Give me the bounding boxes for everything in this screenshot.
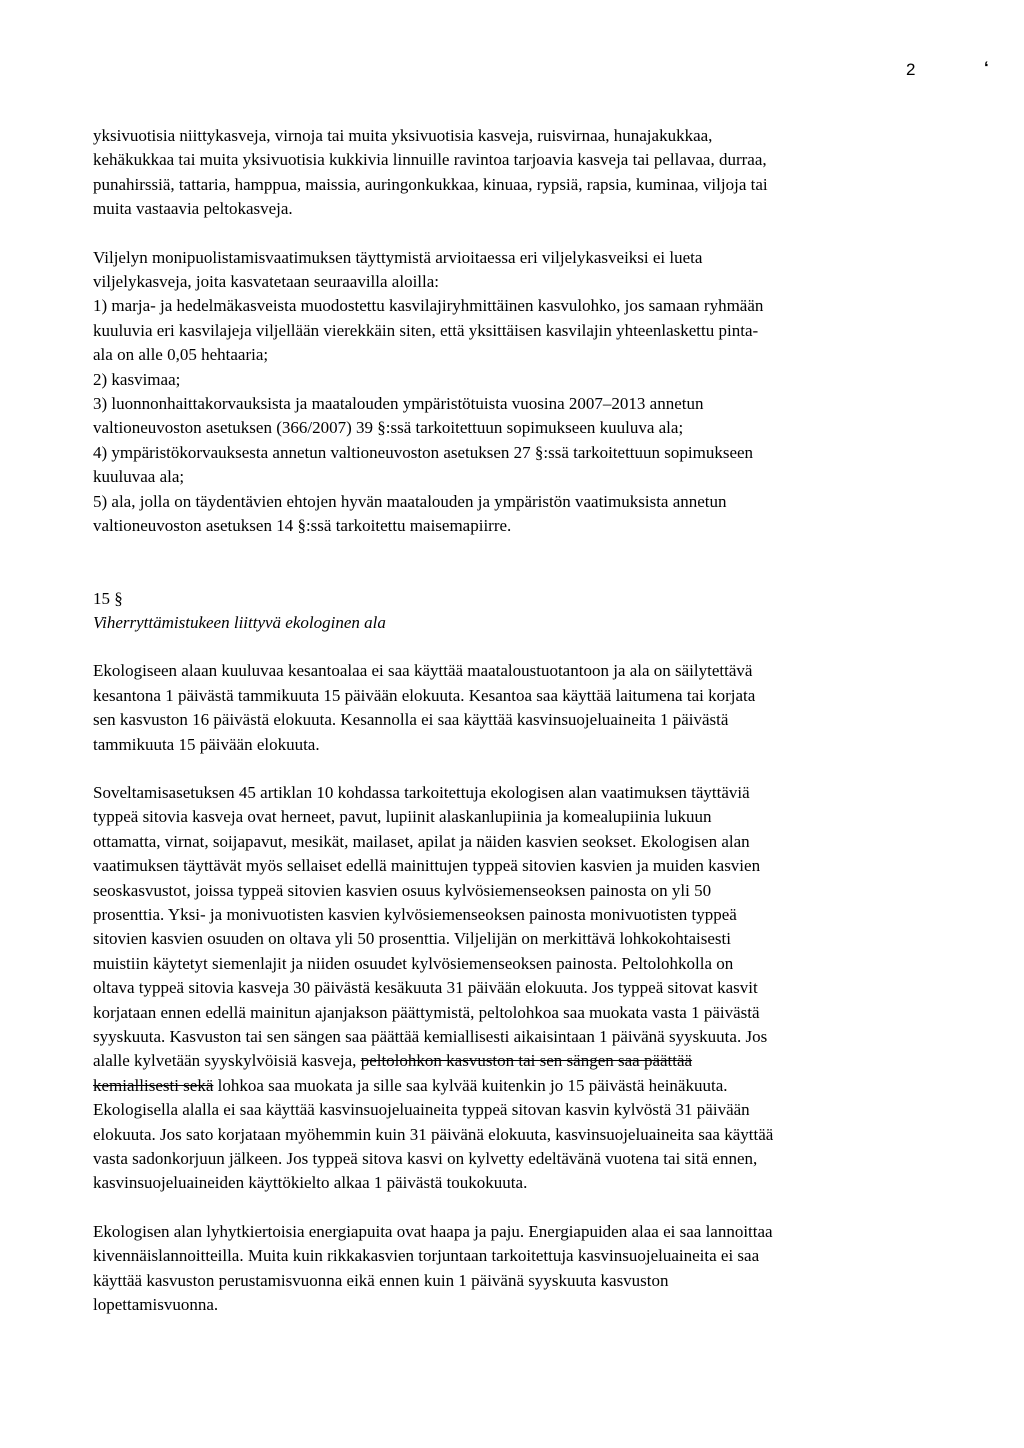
text-line: korjataan ennen edellä mainitun ajanjakson päättymistä, peltolohkoa saa muokata vasta 1 päivästä [93,1002,760,1022]
paragraph-fallow [93,659,943,757]
paragraph-energy-wood [93,1220,943,1318]
text-line: vaatimuksen täyttävät myös sellaiset edellä mainittujen typpeä sitovien kasvien ja muiden kasvien [93,856,761,876]
text-line: kasvinsuojeluaineiden käyttökielto alkaa 1 päivästä toukokuuta. [93,1173,528,1193]
text-line: elokuuta. Jos sato korjataan myöhemmin kuin 31 päivänä elokuuta, kasvinsuojeluaineita saa käyttää [93,1124,774,1144]
text-line: käyttää kasvuston perustamisvuonna eikä ennen kuin 1 päivänä syyskuuta kasvuston [93,1270,669,1290]
struck-text: peltolohkon kasvuston tai sen sängen saa päättää [360,1051,693,1071]
text-line: sitovien kasvien osuuden on oltava yli 50 prosenttia. Viljelijän on merkittävä lohkokohtaisesti [93,929,731,949]
text-line: typpeä sitovia kasveja ovat herneet, pavut, lupiinit alaskanlupiinia ja komealupiinia lukuun [93,807,712,827]
struck-text: kemiallisesti sekä [93,1075,214,1095]
text-line: yksivuotisia niittykasveja, virnoja tai muita yksivuotisia kasveja, ruisvirnaa, hunajakukkaa, [93,126,713,145]
text-line: sen kasvuston 16 päivästä elokuuta. Kesannolla ei saa käyttää kasvinsuojeluaineita 1 päivästä [93,710,729,730]
text-line: ala on alle 0,05 hehtaaria; [93,345,269,365]
text-line: valtioneuvoston asetuksen (366/2007) 39 §:ssä tarkoitettuun sopimukseen kuuluva ala; [93,418,684,438]
text-line: Ekologiseen alaan kuuluvaa kesantoalaa ei saa käyttää maataloustuotantoon ja ala on säilytettävä [93,661,753,681]
text-line: ottamatta, virnat, soijapavut, mesikät, mailaset, apilat ja näiden kasvien seokset. Ekologisen alan [93,831,750,851]
text-line: muita vastaavia peltokasveja. [93,199,293,219]
page-number: 2 [906,60,916,79]
section-number: 15 § [93,588,123,608]
paragraph-nitrogen-fixing-crops [93,781,943,1196]
text-line: prosenttia. Yksi- ja monivuotisten kasvien kylvösiemenseoksen painosta monivuotisten typpeä [93,904,737,924]
list-item: 2) kasvimaa; [93,369,181,389]
text-line [93,1049,943,1073]
text-line: muistiin käytetyt siemenlajit ja niiden osuudet kylvösiemenseoksen painosta. Peltolohkolla on [93,953,734,973]
text-line: kesantona 1 päivästä tammikuuta 15 päivään elokuuta. Kesantoa saa käyttää laitumena tai korjata [93,685,756,705]
corner-mark: ‘ [984,58,989,77]
text-line: viljelykasveja, joita kasvatetaan seuraavilla aloilla: [93,272,440,292]
list-item: 4) ympäristökorvauksesta annetun valtioneuvoston asetuksen 27 §:ssä tarkoitettuun sopimukseen [93,442,754,462]
text-line: tammikuuta 15 päivään elokuuta. [93,734,320,754]
text-line: Soveltamisasetuksen 45 artiklan 10 kohdassa tarkoitettuja ekologisen alan vaatimuksen täyttäviä [93,782,750,802]
paragraph-diversification-exclusions [93,246,943,539]
text-line: kivennäislannoitteilla. Muita kuin rikkakasvien torjuntaan tarkoitettuja kasvinsuojeluaineita ei saa [93,1246,760,1266]
text-line: kuuluvia eri kasvilajeja viljellään vierekkäin siten, että yksittäisen kasvilajin yhteenlaskettu pinta- [93,320,759,340]
list-item: 5) ala, jolla on täydentävien ehtojen hyvän maatalouden ja ympäristön vaatimuksista annetun [93,491,727,511]
text-line: valtioneuvoston asetuksen 14 §:ssä tarkoitettu maisemapiirre. [93,516,512,536]
text-line: kuuluvaa ala; [93,467,185,487]
document-body [93,124,943,1317]
text-line: Ekologisen alan lyhytkiertoisia energiapuita ovat haapa ja paju. Energiapuiden alaa ei saa lannoittaa [93,1221,773,1241]
paragraph-crop-list [93,124,943,222]
text-line: Viljelyn monipuolistamisvaatimuksen täyttymistä arvioitaessa eri viljelykasveiksi ei lueta [93,247,703,267]
text-line: oltava typpeä sitovia kasveja 30 päivästä kesäkuuta 31 päivään elokuuta. Jos typpeä sitovat kasvit [93,978,758,998]
text-line: seoskasvustot, joissa typpeä sitovien kasvien osuus kylvösiemenseoksen painosta on yli 50 [93,880,712,900]
text-line: punahirssiä, tattaria, hamppua, maissia, auringonkukkaa, kinuaa, rypsiä, rapsia, kuminaa, viljoja tai [93,174,768,194]
list-item: 3) luonnonhaittakorvauksista ja maatalouden ympäristötuista vuosina 2007–2013 annetun [93,394,704,414]
text-line: vasta sadonkorjuun jälkeen. Jos typpeä sitova kasvi on kylvetty edeltävänä vuotena tai sitä ennen, [93,1149,758,1169]
text-line: syyskuuta. Kasvuston tai sen sängen saa päättää kemiallisesti aikaisintaan 1 päivänä syyskuuta. Jos [93,1027,768,1046]
list-item: 1) marja- ja hedelmäkasveista muodostettu kasvilajiryhmittäinen kasvulohko, jos samaan ryhmään [93,296,764,316]
text-line: lopettamisvuonna. [93,1295,219,1315]
text-line: Ekologisella alalla ei saa käyttää kasvinsuojeluaineita typpeä sitovan kasvin kylvöstä 31 päivään [93,1100,750,1120]
text-line: kehäkukkaa tai muita yksivuotisia kukkivia linnuille ravintoa tarjoavia kasveja tai pellavaa, durraa, [93,150,767,170]
section-title: Viherryttämistukeen liittyvä ekologinen ala [93,612,386,632]
text-segment: alalle kylvetään syyskylvöisiä kasveja, [93,1051,361,1071]
text-segment: lohkoa saa muokata ja sille saa kylvää kuitenkin jo 15 päivästä heinäkuuta. [213,1075,728,1095]
text-line [93,1074,943,1098]
